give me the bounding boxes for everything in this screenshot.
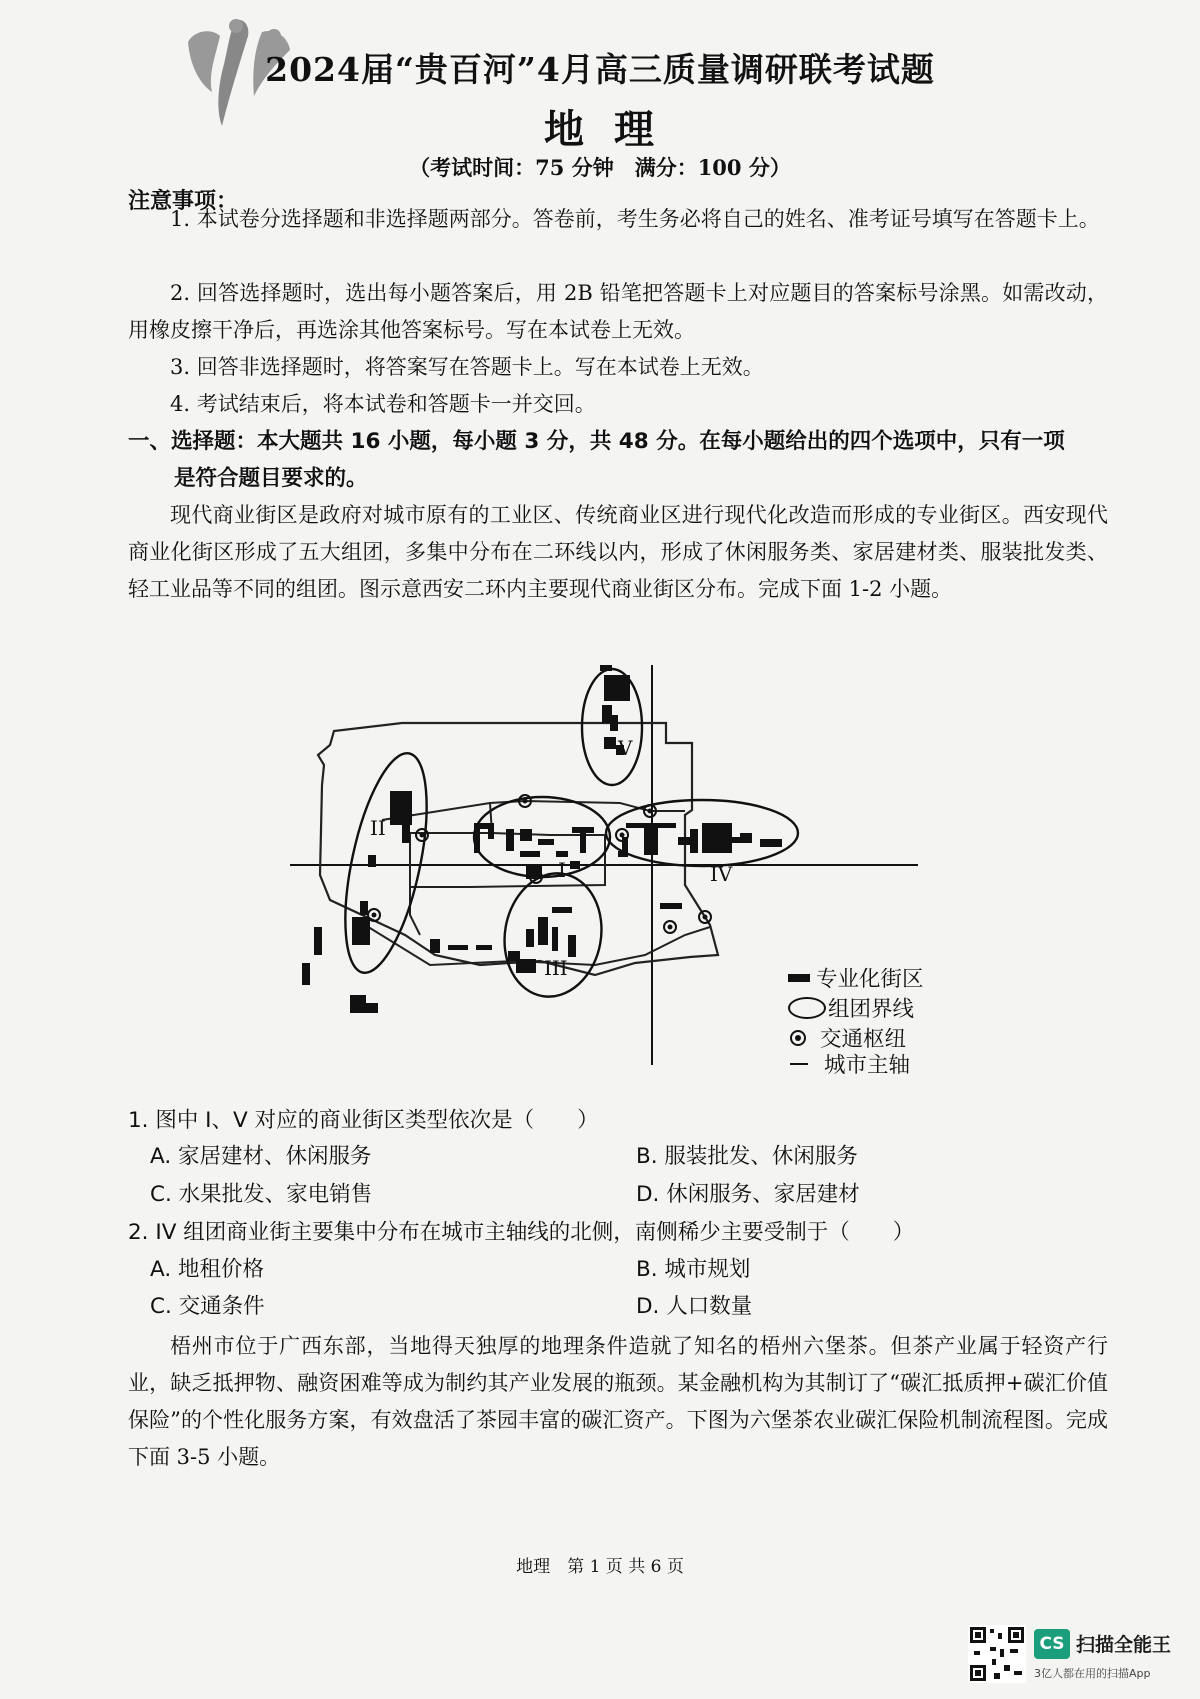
q1-option-a: A. 家居建材、休闲服务 <box>150 1144 372 1169</box>
legend-axis <box>790 1048 910 1079</box>
passage-2: 梧州市位于广西东部，当地得天独厚的地理条件造就了知名的梧州六堡茶。但茶产业属于轻资产行业，缺乏抵押物、融资困难等成为制约其产业发展的瓶颈。某金融机构为其制订了“碳汇抵质押+碳汇价值保险”的个性化服务方案，有效盘活了茶园丰富的碳汇资产。下图为六堡茶农业碳汇保险机制流程图。完成下面 3-5 小题。 <box>128 1334 1108 1469</box>
section-heading <box>128 423 1108 497</box>
axis-line-icon <box>790 1063 808 1065</box>
streets-cluster-iv <box>618 823 782 857</box>
hub-icon <box>790 1030 806 1046</box>
legend-axis-label: 城市主轴 <box>824 1053 911 1078</box>
question-1-stem: 1. 图中 I、V 对应的商业街区类型依次是（ ） <box>128 1108 599 1133</box>
scanner-badge <box>968 1625 1178 1687</box>
page-footer: 地理 第 1 页 共 6 页 <box>516 1557 684 1577</box>
q2-option-d: D. 人口数量 <box>636 1294 753 1319</box>
ring-road <box>365 925 710 965</box>
note-item: 4. 考试结束后，将本试卷和答题卡一并交回。 <box>170 392 596 416</box>
q1-option-c: C. 水果批发、家电销售 <box>150 1182 373 1207</box>
scanner-app-name: 扫描全能王 <box>1076 1634 1172 1656</box>
camscanner-logo-icon: CS <box>1034 1629 1070 1659</box>
q2-option-b: B. 城市规划 <box>636 1257 751 1282</box>
q1-option-d: D. 休闲服务、家居建材 <box>636 1182 860 1207</box>
exam-title: 2024届“贵百河”4月高三质量调研联考试题 <box>265 50 935 89</box>
legend-street-label: 专业化街区 <box>816 967 924 992</box>
legend-boundary <box>788 992 914 1023</box>
section-heading-line1: 一、选择题：本大题共 16 小题，每小题 3 分，共 48 分。在每小题给出的四个选项中，只有一项 <box>128 429 1065 454</box>
cluster-label-v: V <box>618 736 633 760</box>
q2-option-a: A. 地租价格 <box>150 1257 264 1282</box>
cluster-label-ii: II <box>370 816 386 840</box>
q2-option-c: C. 交通条件 <box>150 1294 265 1319</box>
legend-boundary-label: 组团界线 <box>828 997 915 1022</box>
q1-option-b: B. 服装批发、休闲服务 <box>636 1144 858 1169</box>
cluster-label-iii: III <box>544 956 568 980</box>
scanner-tagline: 3亿人都在用的扫描App <box>1034 1667 1151 1680</box>
section-heading-line2: 是符合题目要求的。 <box>174 466 368 491</box>
note-item: 1. 本试卷分选择题和非选择题两部分。答卷前，考生务必将自己的姓名、准考证号填写在答题卡上。 <box>170 207 1100 231</box>
passage-1: 现代商业街区是政府对城市原有的工业区、传统商业区进行现代化改造而形成的专业街区。西安现代商业化街区形成了五大组团，多集中分布在二环线以内，形成了休闲服务类、家居建材类、服装批发类、轻工业品等不同的组团。图示意西安二环内主要现代商业街区分布。完成下面 1-2 小题。 <box>128 503 1108 601</box>
legend-hub-label: 交通枢纽 <box>820 1027 907 1052</box>
street-block-icon <box>788 974 810 982</box>
cluster-boundary-ii <box>329 746 442 979</box>
legend-street <box>788 962 924 993</box>
exam-info: （考试时间：75 分钟 满分：100 分） <box>409 155 791 180</box>
subject-title: 地理 <box>544 106 684 153</box>
cluster-label-iv: IV <box>710 862 733 886</box>
qr-code-icon <box>968 1625 1026 1683</box>
note-item: 3. 回答非选择题时，将答案写在答题卡上。写在本试卷上无效。 <box>170 355 764 379</box>
note-item: 2. 回答选择题时，选出每小题答案后，用 2B 铅笔把答题卡上对应题目的答案标号涂黑。如需改动，用橡皮擦干净后，再选涂其他答案标号。写在本试卷上无效。 <box>128 281 1108 342</box>
question-2-stem: 2. IV 组团商业街主要集中分布在城市主轴线的北侧，南侧稀少主要受制于（ ） <box>128 1220 915 1245</box>
notes-title: 注意事项： <box>128 189 239 214</box>
ellipse-icon <box>788 997 826 1019</box>
cluster-label-i: I <box>558 858 566 882</box>
